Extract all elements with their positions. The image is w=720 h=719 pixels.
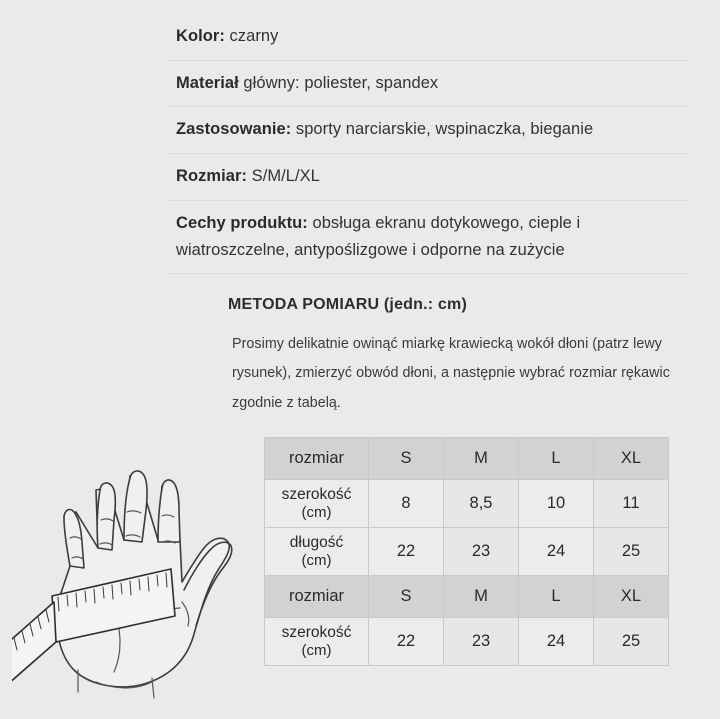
row-label-text: długość [289, 533, 344, 551]
spec-label-zastosowanie: Zastosowanie: [176, 120, 292, 139]
spec-label-kolor: Kolor: [176, 27, 225, 45]
spec-label-cechy: Cechy produktu: [176, 213, 308, 232]
table-cell: 10 [519, 480, 594, 528]
table-header-s-2: S [369, 576, 444, 618]
measurement-method-title: METODA POMIARU (jedn.: cm) [228, 296, 467, 313]
table-header-xl: XL [594, 438, 669, 480]
table-cell: 8,5 [444, 480, 519, 528]
table-row-label-szerokosc-2 [265, 618, 369, 666]
row-label-unit: (cm) [301, 641, 332, 659]
table-cell: 23 [444, 618, 519, 666]
table-row-label-dlugosc [265, 528, 369, 576]
spec-row-kolor [168, 14, 690, 61]
spec-value-cechy: obsługa ekranu dotykowego, cieple i wiatroszczelne, antypoślizgowe i odporne na zużycie [176, 213, 581, 259]
table-cell: 8 [369, 480, 444, 528]
product-spec-list [168, 14, 690, 274]
hand-measurement-illustration [12, 420, 260, 705]
measurement-method-section [228, 296, 688, 418]
spec-value-material: główny: poliester, spandex [238, 73, 439, 92]
row-label-text: szerokość [281, 623, 352, 641]
table-cell: 24 [519, 528, 594, 576]
table-cell: 25 [594, 618, 669, 666]
table-row [265, 618, 669, 666]
row-label-unit: (cm) [301, 503, 332, 521]
spec-row-zastosowanie [168, 107, 690, 154]
table-cell: 11 [594, 480, 669, 528]
table-header-label: rozmiar [265, 438, 369, 480]
table-cell: 25 [594, 528, 669, 576]
table-cell: 23 [444, 528, 519, 576]
measurement-instructions: Prosimy delikatnie owinąć miarkę krawiecką wokół dłoni (patrz lewy rysunek), zmierzyć obwód dłoni, a następnie wybrać rozmiar rękawic zgodnie z tabelą. [232, 336, 670, 411]
table-row-label-szerokosc [265, 480, 369, 528]
hand-with-measuring-tape-icon [12, 420, 260, 705]
spec-value-rozmiar: S/M/L/XL [247, 167, 320, 186]
table-header-l-2: L [519, 576, 594, 618]
spec-row-rozmiar [168, 154, 690, 201]
row-label-text: szerokość [281, 485, 352, 503]
table-cell: 24 [519, 618, 594, 666]
table-row [265, 438, 669, 480]
table-header-s: S [369, 438, 444, 480]
table-cell: 22 [369, 618, 444, 666]
spec-row-material [168, 61, 690, 108]
table-header-l: L [519, 438, 594, 480]
table-row [265, 480, 669, 528]
row-label-unit: (cm) [301, 551, 332, 569]
table-cell: 22 [369, 528, 444, 576]
spec-row-cechy [168, 201, 690, 274]
table-header-xl-2: XL [594, 576, 669, 618]
table-header-m-2: M [444, 576, 519, 618]
spec-label-rozmiar: Rozmiar: [176, 167, 247, 186]
spec-value-kolor: czarny [224, 27, 279, 45]
spec-label-material: Materiał [176, 73, 239, 92]
table-header-label-2: rozmiar [265, 576, 369, 618]
glove-size-table [264, 437, 669, 666]
spec-value-zastosowanie: sporty narciarskie, wspinaczka, bieganie [291, 120, 594, 139]
table-row [265, 528, 669, 576]
table-row [265, 576, 669, 618]
table-header-m: M [444, 438, 519, 480]
